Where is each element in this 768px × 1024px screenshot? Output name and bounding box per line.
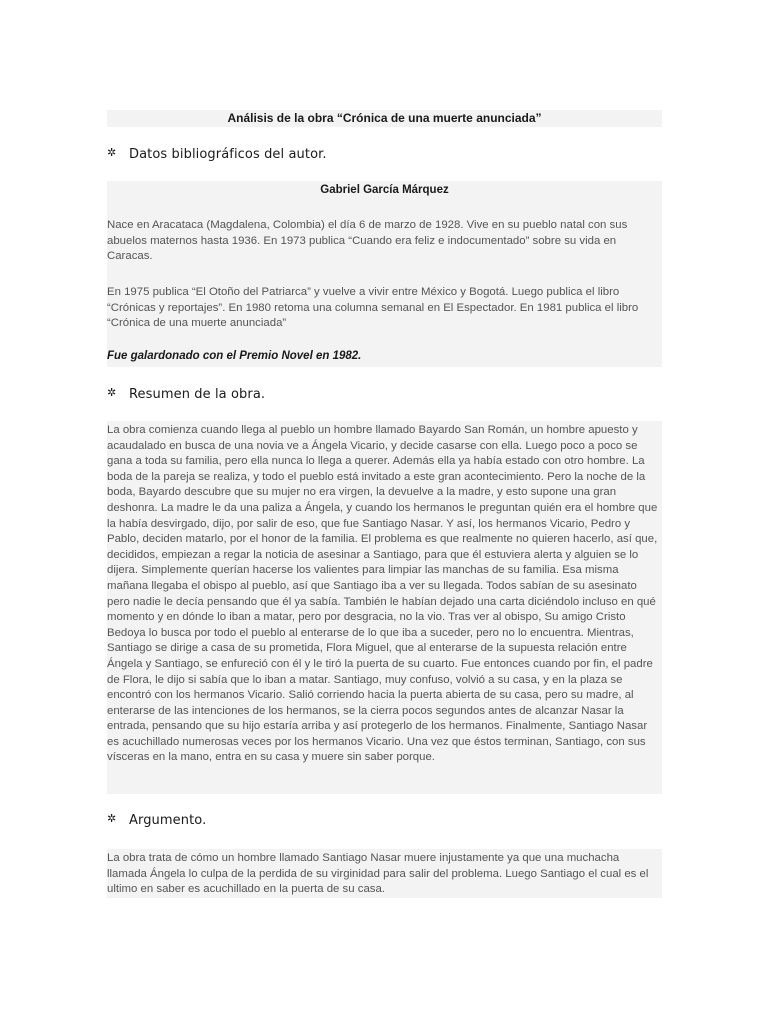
section-heading-argumento	[107, 812, 206, 828]
bullet-icon: ✲	[107, 386, 117, 399]
section-heading-datos	[107, 146, 327, 162]
datos-paragraph-2: En 1975 publica “El Otoño del Patriarca” y vuelve a vivir entre México y Bogotá. Luego publica el libro “Crónicas y reportajes”. En 1980 retoma una columna semanal en El Espectador. En 1981 publica el libro “Crónica de una muerte anunciada”	[107, 286, 639, 330]
document-title: Análisis de la obra “Crónica de una muerte anunciada”	[107, 110, 662, 127]
section-heading-resumen	[107, 386, 265, 402]
bullet-icon: ✲	[107, 812, 117, 825]
resumen-paragraph: La obra comienza cuando llega al pueblo un hombre llamado Bayardo San Román, un hombre apuesto y acaudalado en busca de una novia ve a Ángela Vicario, y decide casarse con ella. Luego poco a poco se gana a toda su familia, pero ella nunca lo llega a querer. Además ella ya había estado con otro hombre. La boda de la pareja se realiza, y todo el pueblo está invitado a este gran acontecimiento. Pero la noche de la boda, Bayardo descubre que su mujer no era virgen, la devuelve a la madre, y esto supone una gran deshonra. La madre le da una paliza a Ángela, y cuando los hermanos le preguntan quién era el hombre que la había desvirgado, dijo, por salir de eso, que fue Santiago Nasar. Y así, los hermanos Vicario, Pedro y Pablo, deciden matarlo, por el honor de la familia. El problema es que realmente no quieren hacerlo, así que, decididos, empiezan a regar la noticia de asesinar a Santiago, para que él estuviera alerta y alguien se lo dijera. Simplemente querían hacerse los valientes para limpiar las manchas de su familia. Esa misma mañana llegaba el obispo al pueblo, así que Santiago iba a ver su llegada. Todos sabían de su asesinato pero nadie le decía pensando que él ya sabía. También le habían dejado una carta diciéndolo incluso en qué momento y en dónde lo iban a matar, pero por desgracia, no la vio. Tras ver al obispo, Su amigo Cristo Bedoya lo busca por todo el pueblo al enterarse de lo que iba a suceder, pero no lo encuentra. Mientras, Santiago se dirige a casa de su prometida, Flora Miguel, que al enterarse de la supuesta relación entre Ángela y Santiago, se enfureció con él y le tiró la puerta de su cuarto. Fue entonces cuando por fin, el padre de Flora, le dijo si sabía que lo iban a matar. Santiago, muy confuso, volvió a su casa, y en la plaza se encontró con los hermanos Vicario. Salió corriendo hacia la puerta abierta de su casa, pero su madre, al enterarse de las intenciones de los hermanos, se la cierra pocos segundos antes de alcanzar Nasar la entrada, pensando que su hijo estaría arriba y así protegerlo de los hermanos. Finalmente, Santiago Nasar es acuchillado numerosas veces por los hermanos Vicario. Una vez que éstos terminan, Santiago, con sus vísceras en la mano, entra en su casa y muere sin saber porque.	[107, 424, 658, 764]
award-text: Fue galardonado con el Premio Novel en 1982.	[107, 350, 362, 362]
argumento-paragraph: La obra trata de cómo un hombre llamado Santiago Nasar muere injustamente ya que una muchacha llamada Ángela lo culpa de la perdida de su virginidad para salir del problema. Luego Santiago el cual es el ultimo en saber es acuchillado en la puerta de su casa.	[107, 852, 649, 896]
section-heading-label: Argumento.	[129, 813, 207, 828]
datos-paragraph-1: Nace en Aracataca (Magdalena, Colombia) el día 6 de marzo de 1928. Vive en su pueblo natal con sus abuelos maternos hasta 1936. En 1973 publica “Cuando era feliz e indocumentado” sobre su vida en Caracas.	[107, 219, 628, 263]
section-heading-label: Resumen de la obra.	[129, 387, 266, 402]
author-name: Gabriel García Márquez	[320, 184, 449, 196]
section-heading-label: Datos bibliográficos del autor.	[129, 147, 327, 162]
bullet-icon: ✲	[107, 146, 117, 159]
datos-background	[107, 181, 662, 367]
